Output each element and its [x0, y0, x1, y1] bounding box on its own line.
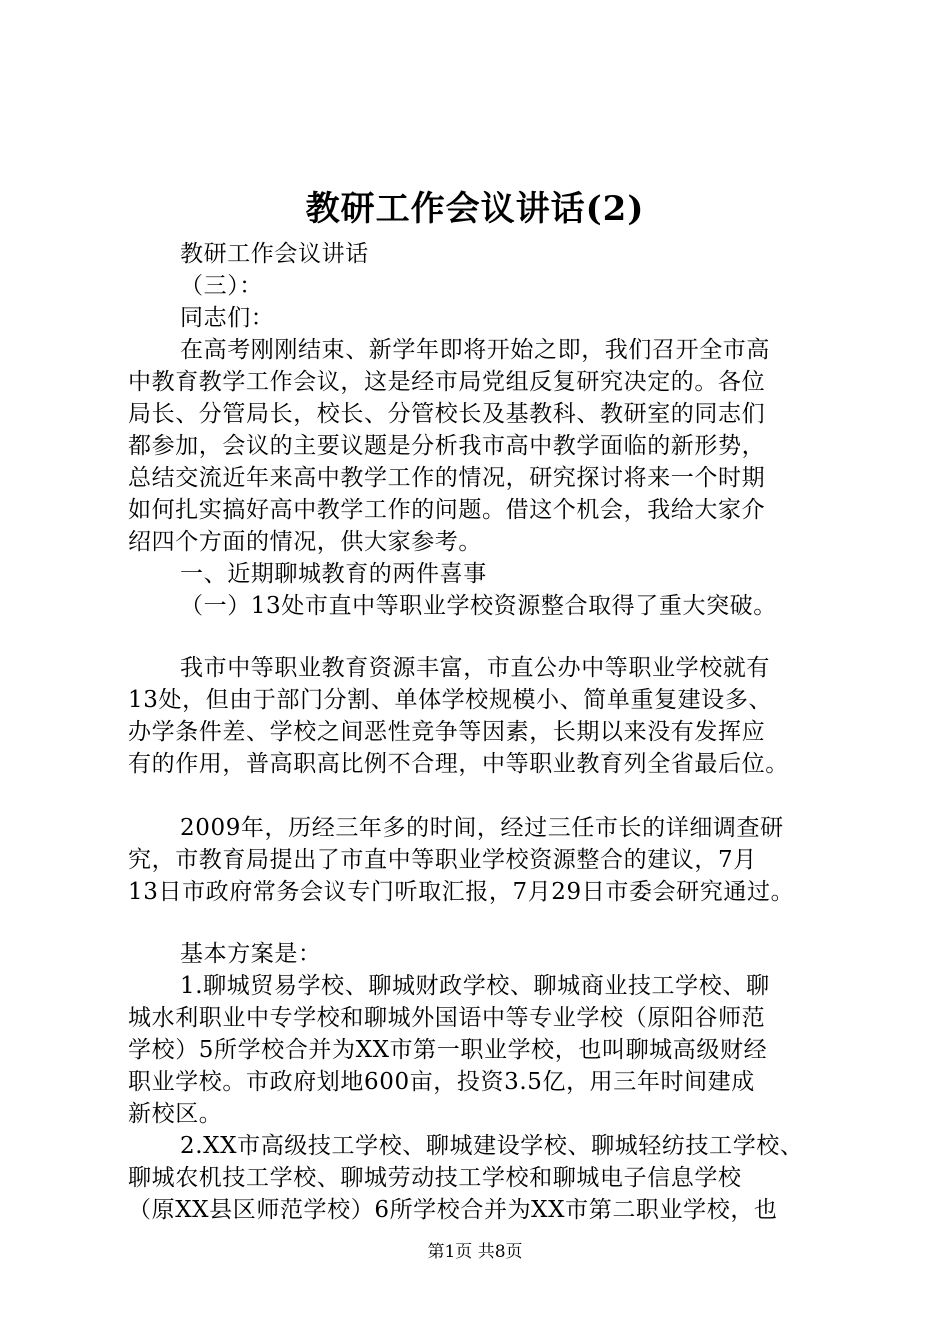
paragraph-line: 我市中等职业教育资源丰富，市直公办中等职业学校就有: [180, 655, 770, 681]
paragraph-line: 绍四个方面的情况，供大家参考。: [128, 529, 482, 555]
list-item-line: 职业学校。市政府划地600亩，投资3.5亿，用三年时间建成: [128, 1069, 755, 1095]
document-title: 教研工作会议讲话(2): [305, 189, 645, 229]
paragraph-line: 有的作用，普高职高比例不合理，中等职业教育列全省最后位。: [128, 751, 789, 777]
list-item-line: 新校区。: [128, 1101, 223, 1127]
paragraph-line: 在高考刚刚结束、新学年即将开始之即，我们召开全市高: [180, 337, 770, 363]
paragraph-line: 局长、分管局长，校长、分管校长及基教科、教研室的同志们: [128, 401, 766, 427]
paragraph-line: 如何扎实搞好高中教学工作的问题。借这个机会，我给大家介: [128, 497, 766, 523]
salutation-line: 同志们：: [180, 305, 275, 331]
subsection-heading: （一）13处市直中等职业学校资源整合取得了重大突破。: [180, 593, 777, 619]
list-item-line: 聊城农机技工学校、聊城劳动技工学校和聊城电子信息学校: [128, 1165, 742, 1191]
paragraph-line: 13处，但由于部门分割、单体学校规模小、简单重复建设多、: [128, 687, 773, 713]
list-item-line: 城水利职业中专学校和聊城外国语中等专业学校（原阳谷师范: [128, 1005, 766, 1031]
paragraph-line: 总结交流近年来高中教学工作的情况，研究探讨将来一个时期: [128, 465, 766, 491]
list-item-line: 2.XX市高级技工学校、聊城建设学校、聊城轻纺技工学校、: [180, 1133, 804, 1159]
paragraph-line: 究，市教育局提出了市直中等职业学校资源整合的建议，7月: [128, 847, 757, 873]
paragraph-line: 中教育教学工作会议，这是经市局党组反复研究决定的。各位: [128, 369, 766, 395]
list-item-line: 学校）5所学校合并为XX市第一职业学校，也叫聊城高级财经: [128, 1037, 768, 1063]
paragraph-line: 13日市政府常务会议专门听取汇报，7月29日市委会研究通过。: [128, 879, 795, 905]
plan-heading: 基本方案是：: [180, 941, 322, 967]
section-heading: 一、近期聊城教育的两件喜事: [180, 561, 487, 587]
paragraph-line: 办学条件差、学校之间恶性竞争等因素，长期以来没有发挥应: [128, 719, 766, 745]
paragraph-line: 都参加，会议的主要议题是分析我市高中教学面临的新形势，: [128, 433, 766, 459]
subtitle-line: 教研工作会议讲话: [180, 241, 369, 267]
list-item-line: 1.聊城贸易学校、聊城财政学校、聊城商业技工学校、聊: [180, 973, 770, 999]
list-item-line: （原XX县区师范学校）6所学校合并为XX市第二职业学校，也: [128, 1197, 778, 1223]
paragraph-line: 2009年，历经三年多的时间，经过三任市长的详细调查研: [180, 815, 784, 841]
section-number-line: （三）：: [180, 273, 263, 299]
page-footer: 第1页 共8页: [427, 1242, 523, 1262]
